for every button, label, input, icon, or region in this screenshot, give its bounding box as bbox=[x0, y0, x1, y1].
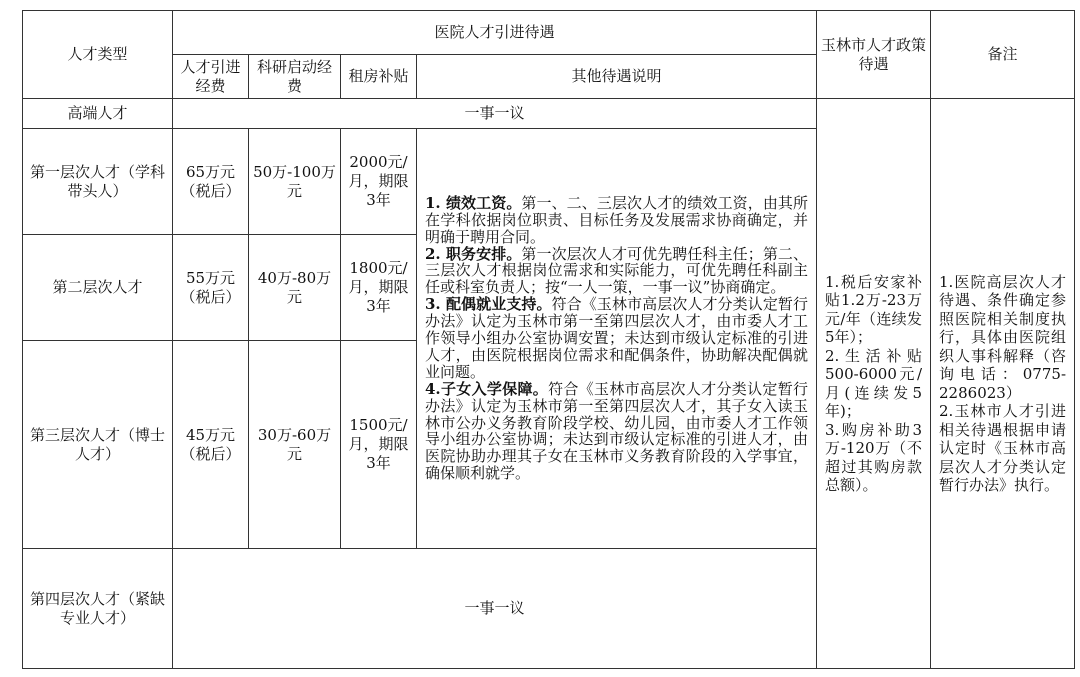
benefit-text: 符合《玉林市高层次人才分类认定暂行办法》认定为玉林市第一至第四层次人才，由市委人才工作领导小组办公室协调安置；未达到市级认定标准的引进人才，由医院根据岗位需求和配偶条件，协助解决配偶就业问题。 bbox=[425, 295, 809, 381]
rent-subsidy-cell: 1800元/月，期限3年 bbox=[341, 235, 417, 341]
benefit-text: 符合《玉林市高层次人才分类认定暂行办法》认定为玉林市第一至第四层次人才，其子女入读玉林市公办义务教育阶段学校、幼儿园，由市委人才工作领导小组办公室协调；未达到市级认定标准的引进人才，由医院协助办理其子女在玉林市义务教育阶段的入学事宜，确保顺利就学。 bbox=[425, 379, 809, 483]
benefit-title: 1. 绩效工资。 bbox=[425, 193, 522, 212]
benefit-text: 第一次层次人才可优先聘任科主任；第二、三层次人才根据岗位需求和实际能力，可优先聘任科副主任或科室负责人；按“一人一策，一事一议”协商确定。 bbox=[425, 244, 809, 297]
talent-type-cell: 高端人才 bbox=[23, 99, 173, 129]
header-hospital-benefits: 医院人才引进待遇 bbox=[173, 11, 817, 55]
talent-type-cell: 第二层次人才 bbox=[23, 235, 173, 341]
talent-benefits-table bbox=[22, 10, 1075, 669]
benefit-item bbox=[425, 296, 808, 381]
yulin-policy-item: 3.购房补助3万-120万（不超过其购房款总额）。 bbox=[825, 420, 923, 494]
header-talent-type: 人才类型 bbox=[23, 11, 173, 99]
intro-fee-cell: 45万元（税后） bbox=[173, 341, 249, 549]
header-intro-fee: 人才引进经费 bbox=[173, 55, 249, 99]
rent-subsidy-cell: 1500元/月，期限3年 bbox=[341, 341, 417, 549]
header-remarks: 备注 bbox=[931, 11, 1075, 99]
negotiated-cell: 一事一议 bbox=[173, 549, 817, 669]
remark-item: 1.医院高层次人才待遇、条件确定参照医院相关制度执行，具体由医院组织人事科解释（咨询电话：0775-2286023） bbox=[939, 272, 1067, 402]
intro-fee-cell: 65万元（税后） bbox=[173, 129, 249, 235]
benefit-item bbox=[425, 381, 808, 482]
yulin-policy-cell bbox=[817, 99, 931, 669]
intro-fee-cell: 55万元（税后） bbox=[173, 235, 249, 341]
remark-item: 2.玉林市人才引进相关待遇根据申请认定时《玉林市高层次人才分类认定暂行办法》执行。 bbox=[939, 402, 1067, 494]
yulin-policy-item: 2.生活补贴500-6000元/月(连续发5年)； bbox=[825, 346, 923, 420]
negotiated-cell: 一事一议 bbox=[173, 99, 817, 129]
research-fee-cell: 40万-80万元 bbox=[249, 235, 341, 341]
benefit-item bbox=[425, 195, 808, 246]
header-research-fee: 科研启动经费 bbox=[249, 55, 341, 99]
table-row bbox=[23, 99, 1075, 129]
header-row-1 bbox=[23, 11, 1075, 55]
yulin-policy-item: 1.税后安家补贴1.2万-23万元/年（连续发5年）； bbox=[825, 272, 923, 346]
benefit-title: 3. 配偶就业支持。 bbox=[425, 295, 552, 314]
research-fee-cell: 30万-60万元 bbox=[249, 341, 341, 549]
talent-type-cell: 第一层次人才（学科带头人） bbox=[23, 129, 173, 235]
remarks-cell bbox=[931, 99, 1075, 669]
benefit-text: 第一、二、三层次人才的绩效工资，由其所在学科依据岗位职责、目标任务及发展需求协商确定，并明确于聘用合同。 bbox=[425, 193, 809, 246]
benefit-title: 4.子女入学保障。 bbox=[425, 379, 549, 398]
header-other-benefits: 其他待遇说明 bbox=[417, 55, 817, 99]
other-benefits-cell bbox=[417, 129, 817, 549]
document-page bbox=[22, 10, 1075, 669]
talent-type-cell: 第四层次人才（紧缺专业人才） bbox=[23, 549, 173, 669]
talent-type-cell: 第三层次人才（博士人才） bbox=[23, 341, 173, 549]
header-yulin-policy: 玉林市人才政策待遇 bbox=[817, 11, 931, 99]
header-rent-subsidy: 租房补贴 bbox=[341, 55, 417, 99]
rent-subsidy-cell: 2000元/月，期限3年 bbox=[341, 129, 417, 235]
benefit-title: 2. 职务安排。 bbox=[425, 244, 522, 263]
research-fee-cell: 50万-100万元 bbox=[249, 129, 341, 235]
benefit-item bbox=[425, 246, 808, 297]
